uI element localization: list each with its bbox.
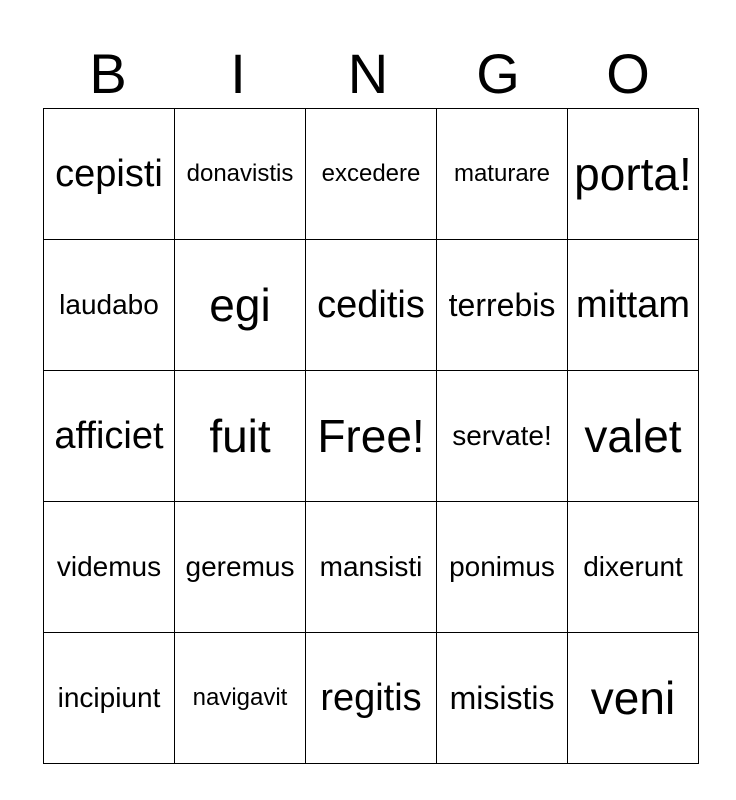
bingo-cell[interactable]: misistis bbox=[437, 633, 568, 764]
header-letter-g: G bbox=[476, 42, 520, 105]
bingo-cell[interactable]: regitis bbox=[306, 633, 437, 764]
header-letter-i: I bbox=[230, 42, 246, 105]
bingo-cell[interactable]: mittam bbox=[568, 240, 699, 371]
bingo-cell[interactable]: laudabo bbox=[44, 240, 175, 371]
board-row bbox=[44, 109, 699, 240]
bingo-cell[interactable]: fuit bbox=[175, 371, 306, 502]
board-row bbox=[44, 633, 699, 764]
bingo-cell[interactable]: navigavit bbox=[175, 633, 306, 764]
bingo-cell[interactable]: terrebis bbox=[437, 240, 568, 371]
bingo-cell[interactable]: afficiet bbox=[44, 371, 175, 502]
bingo-cell[interactable]: valet bbox=[568, 371, 699, 502]
header-letter-b: B bbox=[89, 42, 127, 105]
board-row bbox=[44, 240, 699, 371]
bingo-header bbox=[43, 40, 693, 108]
bingo-cell[interactable]: incipiunt bbox=[44, 633, 175, 764]
board-row bbox=[44, 502, 699, 633]
header-letter-o: O bbox=[606, 42, 650, 105]
board-row bbox=[44, 371, 699, 502]
bingo-cell[interactable]: excedere bbox=[306, 109, 437, 240]
bingo-cell[interactable]: egi bbox=[175, 240, 306, 371]
bingo-cell[interactable]: porta! bbox=[568, 109, 699, 240]
bingo-cell[interactable]: videmus bbox=[44, 502, 175, 633]
bingo-cell[interactable]: ponimus bbox=[437, 502, 568, 633]
bingo-cell[interactable]: ceditis bbox=[306, 240, 437, 371]
free-space-cell[interactable]: Free! bbox=[306, 371, 437, 502]
bingo-board bbox=[43, 108, 699, 764]
bingo-cell[interactable]: servate! bbox=[437, 371, 568, 502]
bingo-cell[interactable]: veni bbox=[568, 633, 699, 764]
bingo-cell[interactable]: mansisti bbox=[306, 502, 437, 633]
bingo-cell[interactable]: cepisti bbox=[44, 109, 175, 240]
bingo-cell[interactable]: maturare bbox=[437, 109, 568, 240]
bingo-cell[interactable]: geremus bbox=[175, 502, 306, 633]
bingo-cell[interactable]: donavistis bbox=[175, 109, 306, 240]
header-letter-n: N bbox=[347, 42, 389, 105]
bingo-cell[interactable]: dixerunt bbox=[568, 502, 699, 633]
